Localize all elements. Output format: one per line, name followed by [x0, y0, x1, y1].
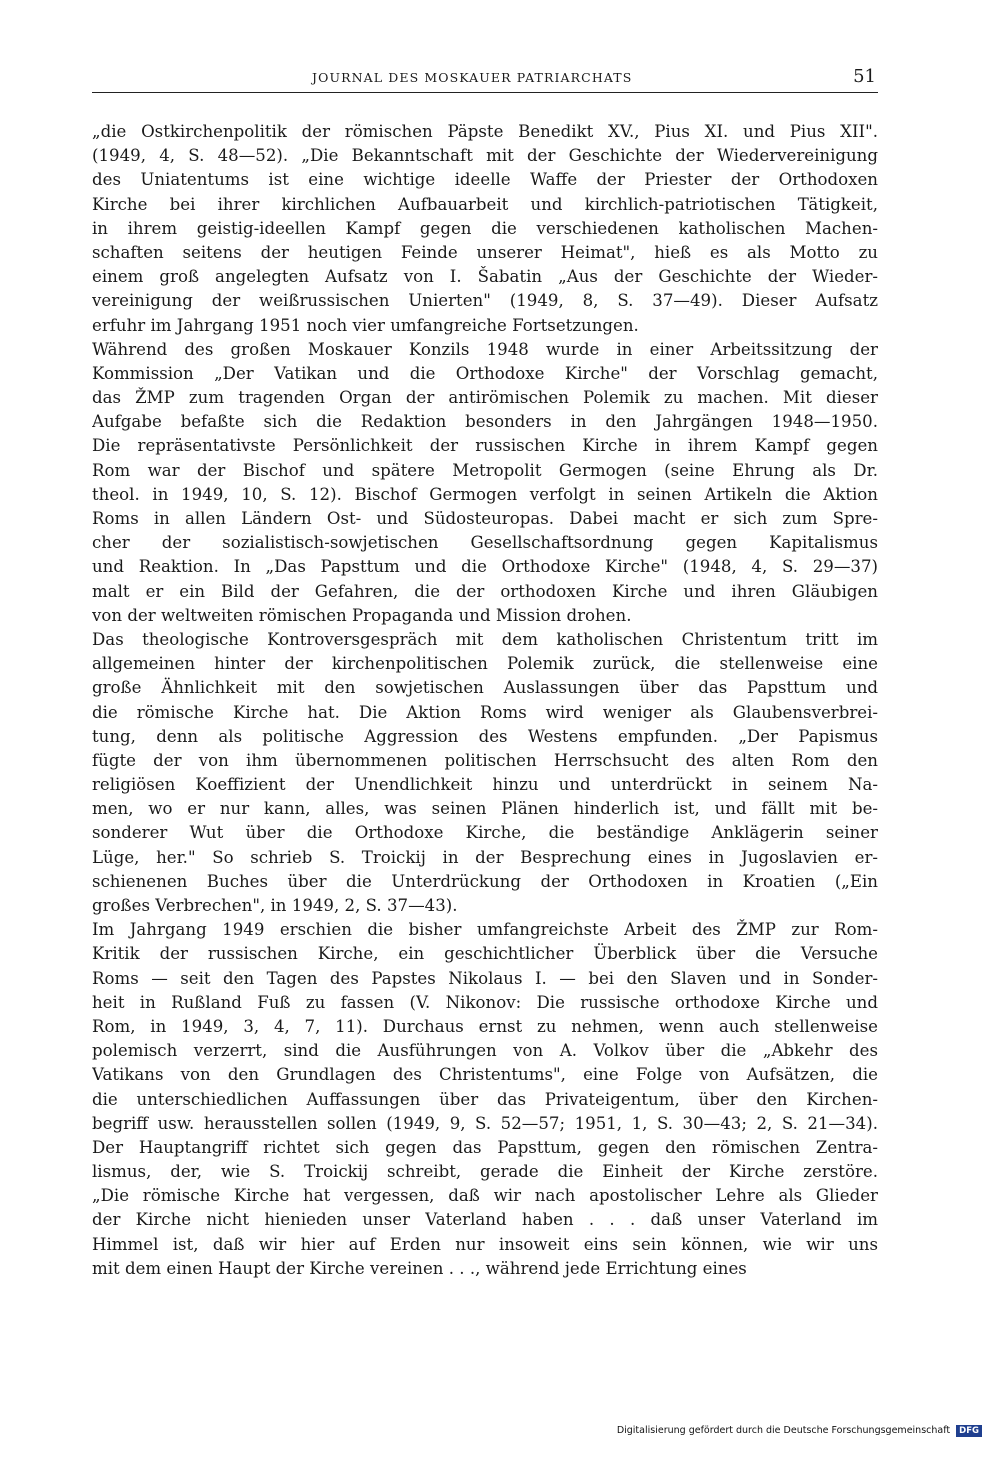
- text-line: Aufgabe befaßte sich die Redaktion besonders in den Jahrgängen 1948—1950.: [92, 412, 878, 432]
- text-line: polemisch verzerrt, sind die Ausführungen von A. Volkov über die „Abkehr des: [92, 1041, 878, 1061]
- footer-credit: [617, 1425, 982, 1437]
- text-line: Während des großen Moskauer Konzils 1948 wurde in einer Arbeitssitzung der: [92, 339, 878, 359]
- text-line: die unterschiedlichen Auffassungen über das Privateigentum, über den Kirchen-: [92, 1089, 878, 1109]
- text-line: großes Verbrechen", in 1949, 2, S. 37—43).: [92, 896, 458, 915]
- text-line: (1949, 4, S. 48—52). „Die Bekanntschaft mit der Geschichte der Wiedervereinigung: [92, 146, 878, 166]
- text-line: Himmel ist, daß wir hier auf Erden nur insoweit eins sein können, wie wir uns: [92, 1234, 878, 1254]
- text-line: schaften seitens der heutigen Feinde unserer Heimat", hieß es als Motto zu: [92, 242, 878, 262]
- paragraph: [92, 918, 878, 1281]
- text-line: die römische Kirche hat. Die Aktion Roms wird weniger als Glaubensverbrei-: [92, 702, 878, 722]
- text-line: Im Jahrgang 1949 erschien die bisher umfangreichste Arbeit des ŽMP zur Rom-: [92, 920, 878, 940]
- text-line: Vatikans von den Grundlagen des Christentums", eine Folge von Aufsätzen, die: [92, 1065, 878, 1085]
- text-line: vereinigung der weißrussischen Unierten" (1949, 8, S. 37—49). Dieser Aufsatz: [92, 291, 878, 311]
- text-line: Roms — seit den Tagen des Papstes Nikolaus I. — bei den Slaven und in Sonder-: [92, 968, 878, 988]
- text-line: allgemeinen hinter der kirchenpolitischen Polemik zurück, die stellenweise eine: [92, 654, 878, 674]
- page-number: 51: [853, 66, 876, 87]
- text-line: fügte der von ihm übernommenen politischen Herrschsucht des alten Rom den: [92, 750, 878, 770]
- text-line: des Uniatentums ist eine wichtige ideelle Waffe der Priester der Orthodoxen: [92, 170, 878, 190]
- text-line: sonderer Wut über die Orthodoxe Kirche, die beständige Anklägerin seiner: [92, 823, 878, 843]
- text-line: Das theologische Kontroversgespräch mit dem katholischen Christentum tritt im: [92, 629, 878, 649]
- paragraph: [92, 338, 878, 628]
- text-line: Kommission „Der Vatikan und die Orthodoxe Kirche" der Vorschlag gemacht,: [92, 363, 878, 383]
- text-line: und Reaktion. In „Das Papsttum und die Orthodoxe Kirche" (1948, 4, S. 29—37): [92, 557, 878, 577]
- text-line: Lüge, her." So schrieb S. Troickij in der Besprechung eines in Jugoslavien er-: [92, 847, 878, 867]
- running-header: [92, 68, 878, 93]
- dfg-badge: DFG: [956, 1425, 982, 1437]
- text-line: Die repräsentativste Persönlichkeit der russischen Kirche in ihrem Kampf gegen: [92, 436, 878, 456]
- footer-text: Digitalisierung gefördert durch die Deutsche Forschungsgemeinschaft: [616, 1425, 951, 1436]
- text-line: erfuhr im Jahrgang 1951 noch vier umfangreiche Fortsetzungen.: [92, 315, 639, 335]
- text-line: tung, denn als politische Aggression des Westens empfunden. „Der Papismus: [92, 726, 878, 746]
- paragraph: [92, 120, 878, 338]
- text-line: Rom, in 1949, 3, 4, 7, 11). Durchaus ernst zu nehmen, wenn auch stellenweise: [92, 1016, 878, 1036]
- text-line: in ihrem geistig-ideellen Kampf gegen die verschiedenen katholischen Machen-: [92, 218, 878, 238]
- text-line: Rom war der Bischof und spätere Metropolit Germogen (seine Ehrung als Dr.: [92, 460, 878, 480]
- text-line: das ŽMP zum tragenden Organ der antirömischen Polemik zu machen. Mit dieser: [92, 388, 878, 408]
- text-line: einem groß angelegten Aufsatz von I. Šabatin „Aus der Geschichte der Wieder-: [92, 267, 878, 287]
- body-text: [92, 120, 878, 1281]
- text-line: malt er ein Bild der Gefahren, die der orthodoxen Kirche und ihren Gläubigen: [92, 581, 878, 601]
- text-line: Roms in allen Ländern Ost- und Südosteuropas. Dabei macht er sich zum Spre-: [92, 509, 878, 528]
- text-line: „die Ostkirchenpolitik der römischen Päpste Benedikt XV., Pius XI. und Pius XII".: [92, 122, 878, 141]
- text-line: cher der sozialistisch-sowjetischen Gesellschaftsordnung gegen Kapitalismus: [92, 533, 878, 553]
- paragraph: [92, 628, 878, 918]
- text-line: mit dem einen Haupt der Kirche vereinen . . ., während jede Errichtung eines: [92, 1258, 747, 1278]
- text-line: schienenen Buches über die Unterdrückung der Orthodoxen in Kroatien („Ein: [92, 871, 878, 891]
- text-line: lismus, der, wie S. Troickij schreibt, gerade die Einheit der Kirche zerstöre.: [92, 1162, 878, 1182]
- text-line: begriff usw. herausstellen sollen (1949, 9, S. 52—57; 1951, 1, S. 30—43; 2, S. 21—34).: [92, 1113, 878, 1133]
- running-title: JOURNAL DES MOSKAUER PATRIARCHATS: [312, 70, 633, 85]
- text-line: religiösen Koeffizient der Unendlichkeit hinzu und unterdrückt in seinem Na-: [92, 775, 878, 795]
- text-line: von der weltweiten römischen Propaganda und Mission drohen.: [92, 605, 632, 625]
- text-line: men, wo er nur kann, alles, was seinen Plänen hinderlich ist, und fällt mit be-: [92, 799, 878, 819]
- text-line: „Die römische Kirche hat vergessen, daß wir nach apostolischer Lehre als Glieder: [92, 1186, 878, 1206]
- text-line: große Ähnlichkeit mit den sowjetischen Auslassungen über das Papsttum und: [92, 678, 878, 698]
- text-line: theol. in 1949, 10, S. 12). Bischof Germogen verfolgt in seinen Artikeln die Aktion: [92, 484, 878, 504]
- text-line: Der Hauptangriff richtet sich gegen das Papsttum, gegen den römischen Zentra-: [92, 1137, 878, 1157]
- text-line: der Kirche nicht hienieden unser Vaterland haben . . . daß unser Vaterland im: [92, 1210, 878, 1230]
- text-line: Kirche bei ihrer kirchlichen Aufbauarbeit und kirchlich-patriotischen Tätigkeit,: [92, 194, 878, 214]
- text-line: heit in Rußland Fuß zu fassen (V. Nikonov: Die russische orthodoxe Kirche und: [92, 992, 878, 1012]
- text-line: Kritik der russischen Kirche, ein geschichtlicher Überblick über die Versuche: [92, 944, 878, 964]
